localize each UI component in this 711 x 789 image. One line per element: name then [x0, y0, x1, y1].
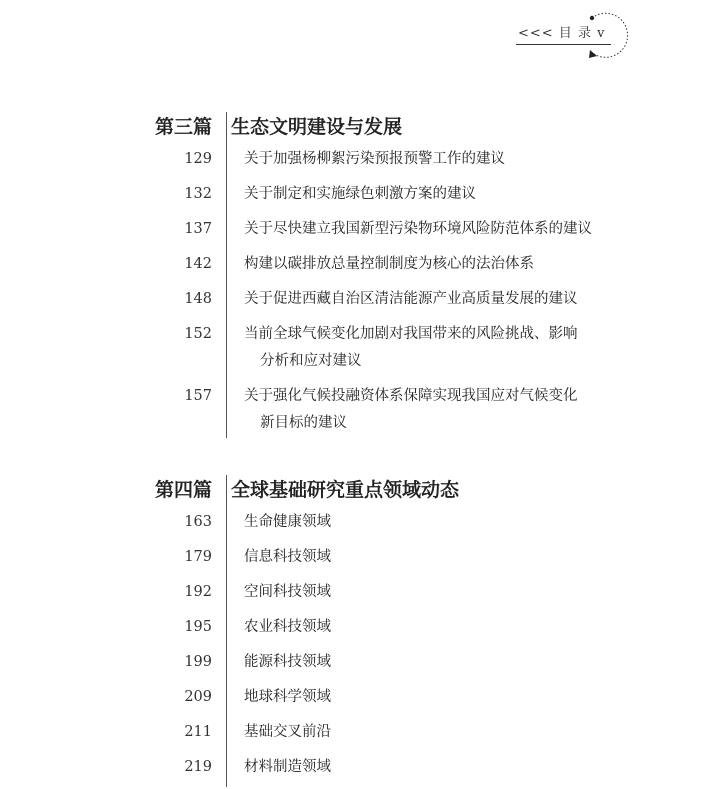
entry-title: 关于制定和实施绿色刺激方案的建议: [244, 186, 476, 202]
entry-title: 关于强化气候投融资体系保障实现我国应对气候变化: [244, 388, 578, 404]
page-number: 129: [184, 151, 212, 167]
entry-title: 地球科学领域: [244, 689, 331, 705]
page-number: 211: [184, 724, 212, 740]
entry-title: 空间科技领域: [244, 584, 331, 600]
entry-title: 农业科技领域: [244, 619, 331, 635]
section-divider-line: [226, 475, 227, 787]
page-number: 157: [184, 388, 212, 404]
running-header: <<< 目 录 v: [518, 26, 606, 41]
entry-title: 信息科技领域: [244, 549, 331, 565]
page-number: 163: [184, 514, 212, 530]
section-4: [155, 473, 625, 789]
section-label: 第三篇: [155, 115, 213, 138]
page-number: 192: [184, 584, 212, 600]
page-number: 148: [184, 291, 212, 307]
page-number: 132: [184, 186, 212, 202]
entry-title-block: [212, 321, 616, 375]
page-number: 219: [184, 759, 212, 775]
entry-title: 当前全球气候变化加剧对我国带来的风险挑战、影响: [244, 326, 578, 342]
section-title: 生态文明建设与发展: [231, 115, 403, 138]
entry-title: 材料制造领域: [244, 759, 331, 775]
page-number: 179: [184, 549, 212, 565]
page-number: 152: [184, 326, 212, 342]
page-number: 195: [184, 619, 212, 635]
entry-title: 能源科技领域: [244, 654, 331, 670]
page-number: 199: [184, 654, 212, 670]
entry-title-continued: 分析和应对建议: [260, 353, 362, 369]
section-divider-line: [226, 112, 227, 438]
entry-title: 构建以碳排放总量控制制度为核心的法治体系: [244, 256, 534, 272]
section-3: [155, 110, 625, 445]
page-number: 209: [184, 689, 212, 705]
entry-title-continued: 新目标的建议: [260, 415, 347, 431]
page-number: 137: [184, 221, 212, 237]
entry-title: 关于尽快建立我国新型污染物环境风险防范体系的建议: [244, 221, 592, 237]
circular-arrow-ornament: [580, 10, 630, 60]
entry-title: 关于加强杨柳絮污染预报预警工作的建议: [244, 151, 505, 167]
entry-title: 基础交叉前沿: [244, 724, 331, 740]
entry-title: 关于促进西藏自治区清洁能源产业高质量发展的建议: [244, 291, 578, 307]
section-title: 全球基础研究重点领域动态: [231, 478, 460, 501]
section-label: 第四篇: [155, 478, 213, 501]
entry-title: 生命健康领域: [244, 514, 331, 530]
entry-title-block: [212, 383, 616, 437]
page-number: 142: [184, 256, 212, 272]
